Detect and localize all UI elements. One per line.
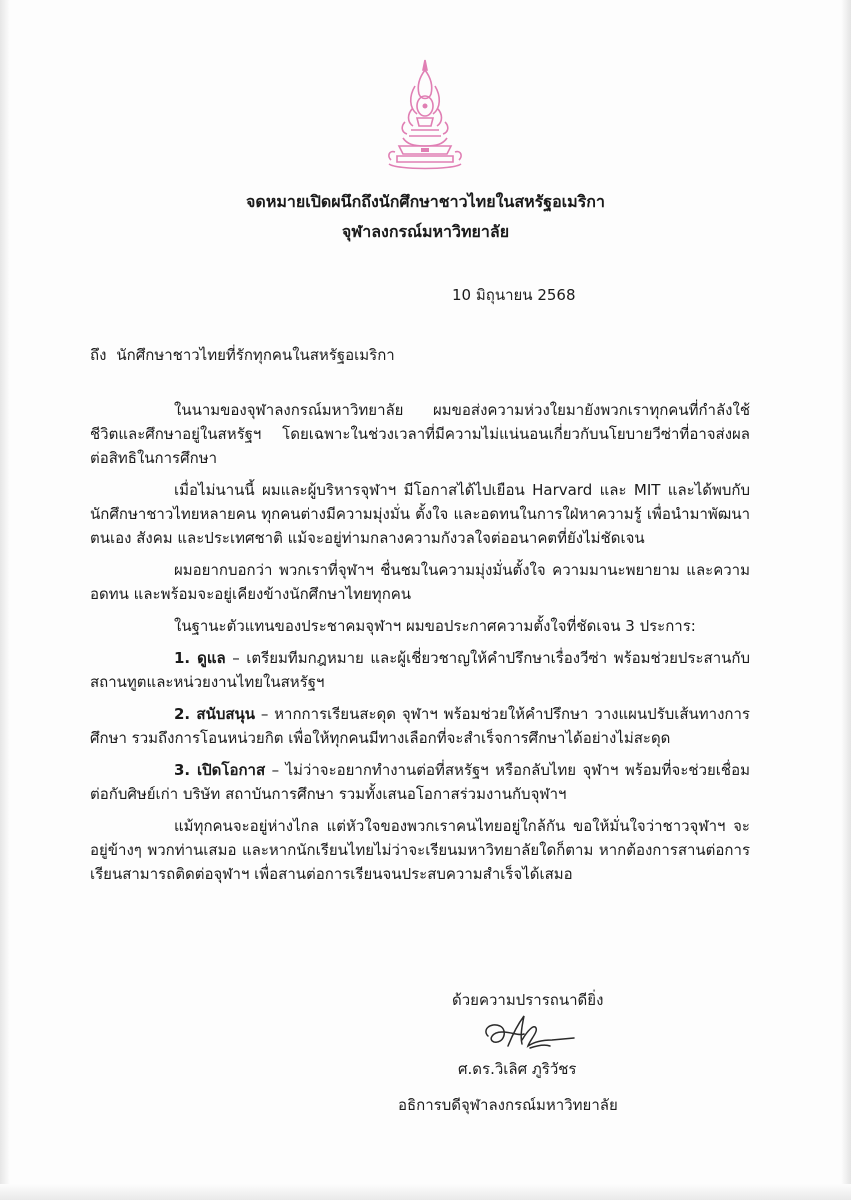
page-shadow-bottom — [0, 1184, 851, 1200]
page-shadow-right — [841, 0, 851, 1200]
paragraph-final: แม้ทุกคนจะอยู่ห่างไกล แต่หัวใจของพวกเราคนไทยอยู่ใกล้กัน ขอให้มั่นใจว่าชาวจุฬาฯ จะอยู่ข้างๆ พวกท่านเสมอ และหากนักเรียนไทยไม่ว่าจะเรียนมหาวิทยาลัยใดก็ตาม หากต้องการสานต่อการเรียนสามารถติดต่อจุฬาฯ เพื่อสานต่อการเรียนจนประสบความสำเร็จได้เสมอ — [90, 817, 750, 883]
commitment-heading: 2. สนับสนุน — [174, 705, 256, 723]
commitment-text: – หากการเรียนสะดุด จุฬาฯ พร้อมช่วยให้คำปรึกษา วางแผนปรับเส้นทางการศึกษา รวมถึงการโอนหน่วยกิต เพื่อให้ทุกคนมีทางเลือกที่จะสำเร็จการศึกษาได้อย่างไม่สะดุด — [90, 705, 750, 747]
paragraph-support: ผมอยากบอกว่า พวกเราที่จุฬาฯ ชื่นชมในความมุ่งมั่นตั้งใจ ความมานะพยายาม และความอดทน และพร้อมจะอยู่เคียงข้างนักศึกษาไทยทุกคน — [90, 561, 750, 603]
commitment-text: – ไม่ว่าจะอยากทำงานต่อที่สหรัฐฯ หรือกลับไทย จุฬาฯ พร้อมที่จะช่วยเชื่อมต่อกับศิษย์เก่า บริษัท สถาบันการศึกษา รวมทั้งเสนอโอกาสร่วมงานกับจุฬาฯ — [90, 761, 750, 803]
commitment-heading: 3. เปิดโอกาส — [174, 761, 266, 779]
commitment-text: – เตรียมทีมกฎหมาย และผู้เชี่ยวชาญให้คำปรึกษาเรื่องวีซ่า พร้อมช่วยประสานกับสถานทูตและหน่วยงานไทยในสหรัฐฯ — [90, 649, 750, 691]
letter-closing: ด้วยความปรารถนาดียิ่ง — [452, 991, 604, 1009]
signer-title: อธิการบดีจุฬาลงกรณ์มหาวิทยาลัย — [398, 1096, 618, 1114]
chulalongkorn-seal-icon — [383, 56, 467, 174]
commitment-heading: 1. ดูแล — [174, 649, 226, 667]
paragraph-visit: เมื่อไม่นานนี้ ผมและผู้บริหารจุฬาฯ มีโอกาสได้ไปเยือน Harvard และ MIT และได้พบกับนักศึกษาชาวไทยหลายคน ทุกคนต่างมีความมุ่งมั่น ตั้งใจ และอดทนในการใฝ่หาความรู้ เพื่อนำมาพัฒนาตนเอง สังคม และประเทศชาติ แม้จะอยู่ท่ามกลางความกังวลใจต่ออนาคตที่ยังไม่ชัดเจน — [90, 481, 750, 547]
commitment-item — [90, 646, 750, 694]
letter-issuer: จุฬาลงกรณ์มหาวิทยาลัย — [341, 222, 510, 241]
commitment-item — [90, 758, 750, 806]
signature-icon — [478, 1010, 578, 1054]
signer-name: ศ.ดร.วิเลิศ ภูริวัชร — [458, 1060, 577, 1078]
letter-recipient — [90, 343, 395, 367]
paragraph-commitment-intro: ในฐานะตัวแทนของประชาคมจุฬาฯ ผมขอประกาศความตั้งใจที่ชัดเจน 3 ประการ: — [174, 617, 696, 635]
paragraph-intro: ในนามของจุฬาลงกรณ์มหาวิทยาลัย ผมขอส่งความห่วงใยมายังพวกเราทุกคนที่กำลังใช้ชีวิตและศึกษาอยู่ในสหรัฐฯ โดยเฉพาะในช่วงเวลาที่มีความไม่แน่นอนเกี่ยวกับนโยบายวีซ่าที่อาจส่งผลต่อสิทธิในการศึกษา — [90, 401, 750, 467]
recipient-value: นักศึกษาชาวไทยที่รักทุกคนในสหรัฐอเมริกา — [116, 346, 395, 364]
recipient-label: ถึง — [90, 346, 107, 364]
page-shadow-left — [0, 0, 10, 1200]
letter-body — [90, 398, 750, 894]
commitment-item — [90, 702, 750, 750]
letter-date: 10 มิถุนายน 2568 — [452, 286, 576, 304]
letter-title: จดหมายเปิดผนึกถึงนักศึกษาชาวไทยในสหรัฐอเมริกา — [246, 192, 605, 211]
